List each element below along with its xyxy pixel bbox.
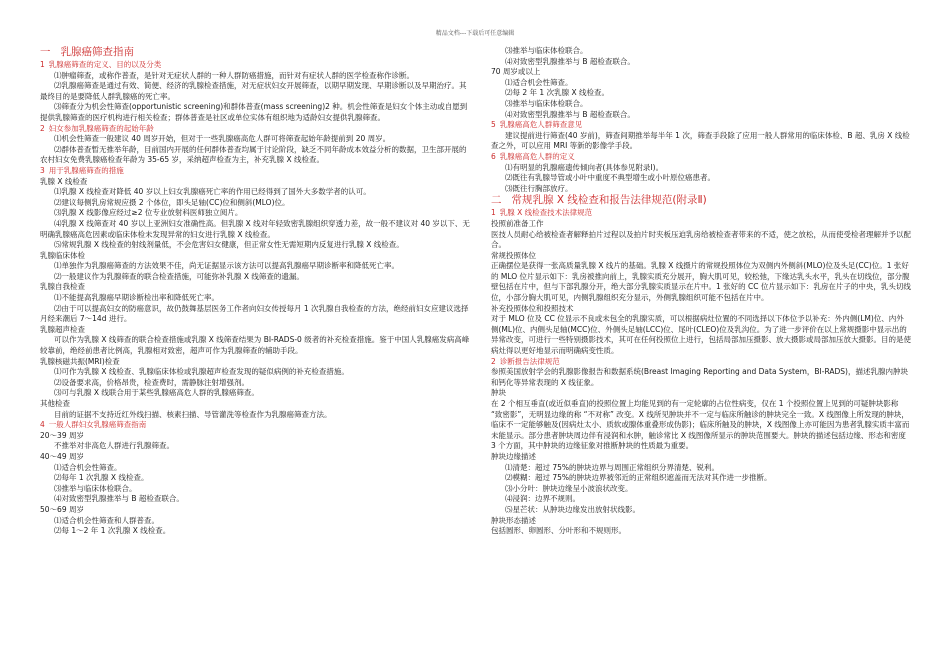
heading-number: 4 xyxy=(40,420,45,430)
subsection-heading xyxy=(491,152,911,163)
heading-text: 乳腺 X 线检查技术法律规范 xyxy=(499,208,593,218)
paragraph: 对于 MLO 位及 CC 位显示不良或未包全的乳腺实质，可以根据病灶位置的不同选择以下体位予以补充：外内侧(LM)位、内外侧(ML)位、内侧头足轴(MCC)位、外侧头足轴(LCC)位、尾叶(CLEO)位及乳沟位。为了进一步评价在以上常规摄影中显示出的异常改变，可进行一些特别摄影技术，其可在任何投照位上进行，包括局部加压摄影、放大摄影或局部加压放大摄影。目的是使病灶得以更好地显示而明确病变性质。 xyxy=(491,314,911,356)
list-item: 目前的证据不支持近红外线扫描、核素扫描、导管灌洗等检查作为乳腺癌筛查方法。 xyxy=(54,409,332,419)
heading-number: 1 xyxy=(491,208,496,218)
paragraph: 20～39 周岁 xyxy=(40,430,84,440)
list-item: ⑵建议每侧乳房常规应摄 2 个体位，即头足轴(CC)位和侧斜(MLO)位。 xyxy=(54,197,290,207)
list-item: ⑸常规乳腺 X 线检查的射线剂量低，不会危害妇女健康，但正常女性无需短期内反复进行乳腺 X 线检查。 xyxy=(54,240,404,250)
list-item: ⑵一般建议作为乳腺筛查的联合检查措施，可能弥补乳腺 X 线筛查的遗漏。 xyxy=(54,271,304,281)
subsection-heading xyxy=(40,420,472,431)
paragraph: 其他检查 xyxy=(40,399,70,408)
paragraph: 肿块边缘描述 xyxy=(491,451,536,461)
heading-number: 二 xyxy=(491,194,502,207)
paragraph: 参照美国放射学会的乳腺影像报告和数据系统(Breast Imaging Reporting and Data System，BI-RADS)，描述乳腺内肿块和钙化等异常表现的 X 线征象。 xyxy=(491,367,908,387)
heading-number: 1 xyxy=(40,60,45,69)
list-item: ⑴适合机会性筛查。 xyxy=(54,462,122,472)
paragraph: 补充投照体位和投照技术 xyxy=(491,303,574,313)
subsection-heading xyxy=(40,60,472,71)
list-item: ⑴乳腺 X 线检查对降低 40 岁以上妇女乳腺癌死亡率的作用已经得到了国外大多数学者的认可。 xyxy=(54,187,371,197)
list-item: ⑷乳腺 X 线筛查对 40 岁以上亚洲妇女准确性高。但乳腺 X 线对年轻致密乳腺组织穿透力差，故一般不建议对 40 岁以下、无明确乳腺癌高危因素或临床体检未发现异常的妇女进行乳腺 X 线检查。 xyxy=(40,218,470,239)
paragraph: 常规投照体位 xyxy=(491,250,536,260)
page-header: 精品文档---下载后可任意编辑 xyxy=(435,30,515,37)
paragraph: 50～69 周岁 xyxy=(40,504,84,514)
subsection-heading xyxy=(491,208,911,219)
list-item: ⑶推举与临床体检联合。 xyxy=(505,98,588,108)
list-item: ⑸星芒状：从肿块边缘发出放射状线影。 xyxy=(505,504,640,514)
subsection-heading xyxy=(491,120,911,131)
paragraph: 乳腺 X 线检查 xyxy=(40,176,88,186)
heading-number: 3 xyxy=(40,165,45,175)
list-item: ⑵由于可以提高妇女的防癌意识，故仍鼓舞基层医务工作者向妇女传授每月 1 次乳腺自我检查的方法，绝经前妇女应建议选择月经来潮后 7～14d 进行。 xyxy=(40,303,469,324)
list-item: ⑴可作为乳腺 X 线检查、乳腺临床体检或乳腺超声检查发现的疑似病例的补充检查措施。 xyxy=(54,367,349,377)
list-item: ⑴单独作为乳腺癌筛查的方法效果不佳，尚无证据显示该方法可以提高乳腺癌早期诊断率和降低死亡率。 xyxy=(54,261,399,271)
paragraph: 肿块形态描述 xyxy=(491,515,536,525)
list-item: ⑵模糊：超过 75%的肿块边界被邻近的正常组织遮盖而无法对其作进一步推断。 xyxy=(505,473,772,483)
list-item: ⑵每 2 年 1 次乳腺 X 线检查。 xyxy=(505,88,609,98)
subsection-heading xyxy=(491,357,911,368)
list-item: ⑴适合机会性筛查。 xyxy=(505,77,573,87)
list-item: 建议提前进行筛查(40 岁前)，筛查间期推举每半年 1 次，筛查手段除了应用一般人群常用的临床体检、B 超、乳房 X 线检查之外，可以应用 MRI 等新的影像学手段。 xyxy=(491,130,910,151)
heading-number: 一 xyxy=(40,46,51,58)
list-item: ⑶既往行胸部放疗。 xyxy=(505,183,573,193)
paragraph: 包括圆形、卵圆形、分叶形和不规则形。 xyxy=(491,526,626,536)
subsection-heading xyxy=(40,166,472,177)
paragraph: 在 2 个相互垂直(或近似垂直)的投照位置上均能见到的有一定轮廓的占位性病变，仅在 1 个投照位置上见到的可疑肿块影称 “致密影”，无明显边缘的称 “不对称” 改变。X 线所见肿块并不一定与临床所触诊的肿块完全一致。X 线图像上所发现的肿块，临床不一定能够触及(因病灶太小、质软或腺体重叠形成伪影)；临床所触及的肿块，X 线图像上亦可能因为患者乳腺实质丰富而未能显示。部分患者肿块周边伴有浸润和水肿，触诊常比 X 线图像所显示的肿块范围要大。肿块的描述包括边缘、形态和密度 3 个方面，其中肿块的边缘征象对推断肿块的性质最为重要。 xyxy=(491,399,910,451)
subsection-heading xyxy=(40,124,472,135)
paragraph: 医技人员耐心给被检查者解释拍片过程以及拍片时夹板压迫乳房给被检查者带来的不适，使之放松，从而使受检者理解并予以配合。 xyxy=(491,229,911,250)
list-item: ⑷对致密型乳腺推举与 B 超检查联合。 xyxy=(54,494,184,504)
list-item: 不推举对非高危人群进行乳腺筛查。 xyxy=(54,441,174,451)
heading-text: 一般人群妇女乳腺癌筛查指南 xyxy=(48,420,147,430)
list-item: ⑴机会性筛查一般建议 40 周岁开始，但对于一些乳腺癌高危人群可将筛查起始年龄提前到 20 周岁。 xyxy=(54,134,391,144)
paragraph: 乳腺超声检查 xyxy=(40,324,85,334)
left-column xyxy=(40,46,472,537)
list-item: ⑷对致密型乳腺推举与 B 超检查联合。 xyxy=(505,109,635,119)
heading-text: 用于乳腺癌筛查的措施 xyxy=(48,165,124,175)
list-item: ⑵既往有乳腺导管或小叶中重度不典型增生或小叶原位癌患者。 xyxy=(505,173,715,183)
heading-number: 2 xyxy=(40,123,45,133)
list-item: ⑴不能提高乳腺癌早期诊断检出率和降低死亡率。 xyxy=(54,293,219,303)
right-column xyxy=(491,46,911,537)
list-item: ⑵每年 1 次乳腺 X 线检查。 xyxy=(54,473,149,483)
heading-text: 诊断报告法律规范 xyxy=(499,356,560,366)
heading-text: 乳腺癌高危人群的定义 xyxy=(499,151,575,161)
list-item: ⑵每 1～2 年 1 次乳腺 X 线检查。 xyxy=(54,526,171,536)
paragraph: 正确摆位是获得一张高质量乳腺 X 线片的基础。乳腺 X 线摄片的常规投照体位为双侧内外侧斜(MLO)位及头足(CC)位。1 张好的 MLO 位片显示如下：乳房被推向前上，乳腺实质充分展开，胸大肌可见，较松弛，下缘达乳头水平，乳头在切线位，部分腹壁包括在片中，但与下部乳腺分开，绝大部分乳腺实质显示在片中。1 张好的 CC 位片显示如下：乳房在片子的中央，乳头切线位，小部分胸大肌可见，内侧乳腺组织充分显示，外侧乳腺组织可能不包括在片中。 xyxy=(491,261,911,303)
section-heading xyxy=(40,46,472,59)
list-item: 可以作为乳腺 X 线筛查的联合检查措施或乳腺 X 线筛查结果为 BI-RADS-0 级者的补充检查措施。鉴于中国人乳腺癌发病高峰较靠前，绝经前患者比例高，乳腺相对致密，超声可作为乳腺筛查的辅助手段。 xyxy=(40,335,470,356)
list-item: ⑶可与乳腺 X 线联合用于某些乳腺癌高危人群的乳腺癌筛查。 xyxy=(54,388,259,398)
heading-text: 乳腺癌筛查的定义、目的以及分类 xyxy=(48,60,162,69)
heading-text: 乳腺癌高危人群筛查意见 xyxy=(499,120,583,130)
paragraph: 乳腺核磁共振(MRI)检查 xyxy=(40,356,120,366)
heading-text: 乳腺癌筛查指南 xyxy=(60,46,134,58)
list-item: ⑶推举与临床体检联合。 xyxy=(505,46,588,55)
section-heading xyxy=(491,194,911,207)
list-item: ⑵设备要求高，价格昂贵，检查费时，需静脉注射增强剂。 xyxy=(54,377,249,387)
heading-number: 5 xyxy=(491,120,496,130)
list-item: ⑴清楚：超过 75%的肿块边界与周围正常组织分界清楚、锐利。 xyxy=(505,462,720,472)
list-item: ⑵乳腺癌筛查是通过有效、简便、经济的乳腺检查措施，对无症状妇女开展筛查，以期早期发现、早期诊断以及早期治疗。其最终目的是要降低人群乳腺癌的死亡率。 xyxy=(40,81,467,101)
paragraph: 肿块 xyxy=(491,388,506,398)
paragraph: 乳腺临床体检 xyxy=(40,250,85,260)
heading-text: 妇女参加乳腺癌筛查的起始年龄 xyxy=(48,123,154,133)
list-item: ⑴有明显的乳腺癌遗传倾向者(具体参见附录Ⅰ)。 xyxy=(505,162,664,172)
list-item: ⑶筛查分为机会性筛查(opportunistic screening)和群体普查(mass screening)2 种。机会性筛查是妇女个体主动或自愿到提供乳腺筛查的医疗机构进行相关检查；群体普查是社区或单位实体有组织地为适龄妇女提供乳腺筛查。 xyxy=(40,102,468,122)
list-item: ⑶乳腺 X 线影像应经过≥2 位专业放射科医师独立阅片。 xyxy=(54,208,243,218)
list-item: ⑷对致密型乳腺推举与 B 超检查联合。 xyxy=(505,56,635,66)
list-item: ⑷浸润：边界不规则。 xyxy=(505,494,580,504)
paragraph: 40～49 周岁 xyxy=(40,451,84,461)
list-item: ⑶推举与临床体检联合。 xyxy=(54,483,137,493)
paragraph: 投照前准备工作 xyxy=(491,218,544,228)
list-item: ⑶小分叶：肿块边缘呈小波浪状改变。 xyxy=(505,483,633,493)
list-item: ⑵群体普查暂无推举年龄，目前国内开展的任何群体普查均属于讨论阶段，缺乏不同年龄成本效益分析的数据，卫生部开展的农村妇女免费乳腺癌检查年龄为 35-65 岁，采纳超声检查为主，补充乳腺 X 线检查。 xyxy=(40,144,467,165)
heading-number: 6 xyxy=(491,151,496,161)
heading-text: 常规乳腺 X 线检查和报告法律规范(附录Ⅱ) xyxy=(511,194,707,207)
paragraph: 70 周岁或以上 xyxy=(491,67,541,77)
list-item: ⑴肿瘤筛查，或称作普查，是针对无症状人群的一种人群防癌措施，而针对有症状人群的医学检查称作诊断。 xyxy=(54,70,414,80)
heading-number: 2 xyxy=(491,356,496,366)
list-item: ⑴适合机会性筛查和人群普查。 xyxy=(54,515,159,525)
paragraph: 乳腺自我检查 xyxy=(40,282,85,292)
